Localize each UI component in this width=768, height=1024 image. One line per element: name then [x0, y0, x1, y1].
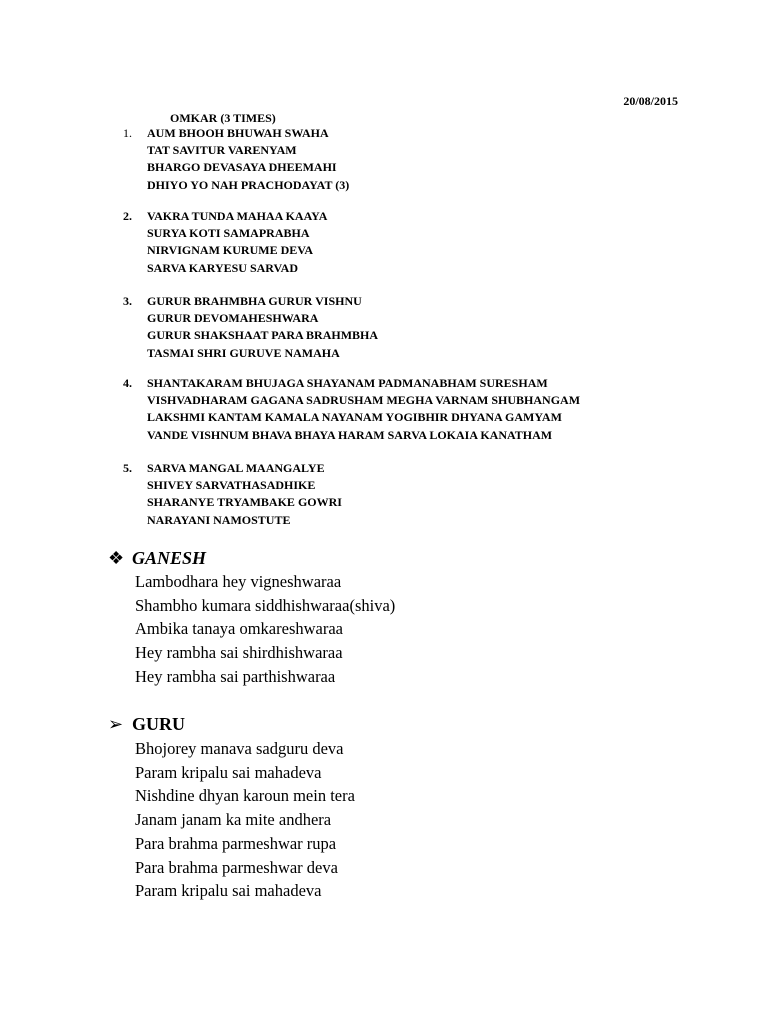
verse-line: SURYA KOTI SAMAPRABHA: [147, 226, 310, 241]
verse-lines: [147, 460, 342, 529]
song-line: Hey rambha sai parthishwaraa: [135, 666, 336, 686]
song-line: Param kripalu sai mahadeva: [135, 762, 322, 782]
verse-line: SHIVEY SARVATHASADHIKE: [147, 478, 316, 493]
ganesh-lines: [135, 570, 395, 689]
verse-number: 4.: [123, 376, 132, 390]
verse-number: 5.: [123, 461, 132, 475]
verse-line: SHARANYE TRYAMBAKE GOWRI: [147, 495, 342, 510]
diamond-bullet-icon: ❖: [108, 548, 125, 568]
verse-line: SARVA KARYESU SARVAD: [147, 260, 298, 275]
song-line: Param kripalu sai mahadeva: [135, 881, 322, 901]
song-line: Para brahma parmeshwar deva: [135, 857, 338, 877]
verse-line: GURUR BRAHMBHA GURUR VISHNU: [147, 294, 362, 308]
omkar-heading: OMKAR (3 TIMES): [170, 111, 276, 125]
verse-line: LAKSHMI KANTAM KAMALA NAYANAM YOGIBHIR DHYANA GAMYAM: [147, 410, 562, 425]
verse-line: GURUR SHAKSHAAT PARA BRAHMBHA: [147, 328, 379, 343]
verse-line: SARVA MANGAL MAANGALYE: [147, 461, 325, 475]
song-line: Janam janam ka mite andhera: [135, 810, 332, 830]
song-line: Ambika tanaya omkareshwaraa: [135, 619, 343, 639]
guru-title: GURU: [132, 714, 185, 734]
ganesh-heading: [108, 547, 206, 569]
ganesh-title: GANESH: [132, 548, 207, 568]
verse-line: VISHVADHARAM GAGANA SADRUSHAM MEGHA VARNAM SHUBHANGAM: [147, 393, 581, 408]
arrow-bullet-icon: ➢: [108, 714, 124, 734]
song-line: Para brahma parmeshwar rupa: [135, 833, 337, 853]
song-line: Hey rambha sai shirdhishwaraa: [135, 643, 343, 663]
verse-lines: [147, 375, 580, 444]
verse-line: BHARGO DEVASAYA DHEEMAHI: [147, 160, 337, 175]
verse-line: SHANTAKARAM BHUJAGA SHAYANAM PADMANABHAM SURESHAM: [147, 376, 548, 390]
verse-line: DHIYO YO NAH PRACHODAYAT (3): [147, 177, 350, 192]
verse-lines: [147, 125, 349, 194]
guru-lines: [135, 737, 355, 903]
guru-heading: [108, 713, 185, 735]
verse-line: AUM BHOOH BHUWAH SWAHA: [147, 126, 329, 140]
verse-number: 3.: [123, 294, 132, 308]
song-line: Nishdine dhyan karoun mein tera: [135, 786, 355, 806]
verse-line: NARAYANI NAMOSTUTE: [147, 512, 291, 527]
verse-number: 2.: [123, 209, 132, 223]
song-line: Bhojorey manava sadguru deva: [135, 739, 344, 758]
song-line: Shambho kumara siddhishwaraa(shiva): [135, 595, 396, 615]
verse-line: NIRVIGNAM KURUME DEVA: [147, 243, 314, 258]
verse-line: TASMAI SHRI GURUVE NAMAHA: [147, 345, 340, 360]
verse-line: VANDE VISHNUM BHAVA BHAYA HARAM SARVA LOKAIA KANATHAM: [147, 427, 553, 442]
verse-number: 1.: [123, 126, 132, 140]
verse-lines: [147, 293, 378, 362]
verse-line: VAKRA TUNDA MAHAA KAAYA: [147, 209, 328, 223]
song-line: Lambodhara hey vigneshwaraa: [135, 572, 342, 591]
verse-line: GURUR DEVOMAHESHWARA: [147, 311, 319, 326]
document-date: 20/08/2015: [623, 94, 678, 108]
verse-line: TAT SAVITUR VARENYAM: [147, 143, 297, 158]
verse-lines: [147, 208, 327, 277]
